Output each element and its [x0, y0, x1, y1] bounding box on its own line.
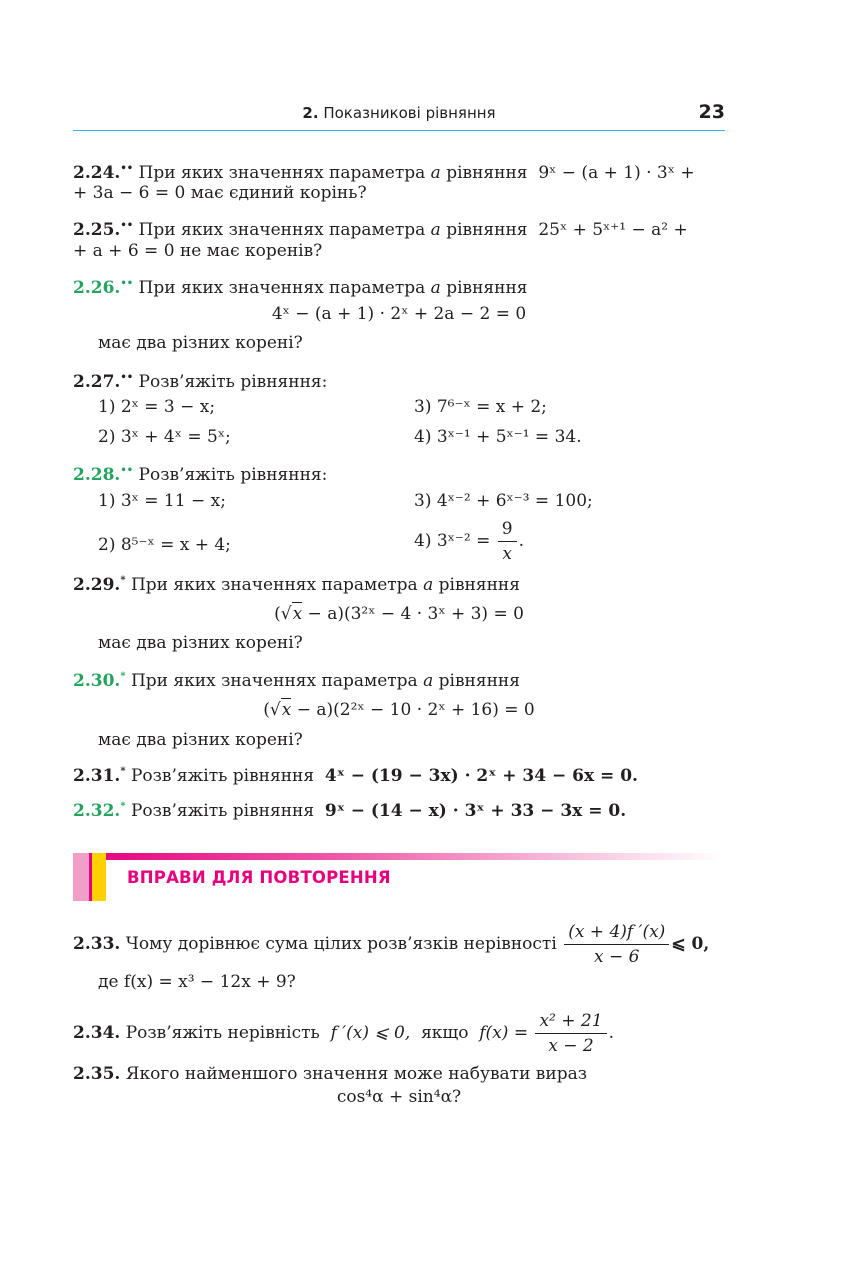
problem-2-29-line-1	[73, 570, 520, 596]
problem-number: 2.24.••	[73, 163, 134, 183]
section-marker-pink	[73, 853, 89, 901]
problem-text: рівняння	[446, 220, 528, 240]
param-a: a	[430, 220, 441, 240]
subproblem-2: 2) 8⁵⁻ˣ = x + 4;	[98, 535, 231, 555]
problem-2-24-line-1	[73, 158, 695, 184]
problem-number: 2.27.••	[73, 372, 134, 392]
problem-text: не має коренів?	[179, 241, 323, 261]
problem-number: 2.31.*	[73, 766, 126, 786]
problem-number: 2.28.••	[73, 465, 134, 485]
problem-text: рівняння	[438, 575, 520, 595]
section-header	[73, 853, 725, 901]
subproblem-4: 4) 3ˣ⁻¹ + 5ˣ⁻¹ = 34.	[414, 427, 582, 447]
problem-number: 2.29.*	[73, 575, 126, 595]
section-bar	[83, 853, 723, 860]
section-title: ВПРАВИ ДЛЯ ПОВТОРЕННЯ	[127, 868, 391, 887]
equation-display: 4ˣ − (a + 1) · 2ˣ + 2a − 2 = 0	[271, 304, 527, 324]
problem-2-33-line-2: де f(x) = x³ − 12x + 9?	[98, 972, 296, 992]
problem-text: рівняння	[446, 278, 528, 298]
problem-text: Розв’яжіть нерівність	[125, 1023, 320, 1043]
page-number: 23	[698, 101, 725, 123]
equation: + a + 6 = 0	[73, 241, 175, 261]
equation-display: (√x − a)(3²ˣ − 4 · 3ˣ + 3) = 0	[274, 604, 524, 624]
page-header	[73, 100, 725, 131]
problem-2-32	[73, 796, 626, 822]
param-a: a	[423, 575, 434, 595]
problem-text: має єдиний корінь?	[190, 183, 367, 203]
equation: 9ˣ − (14 − x) · 3ˣ + 33 − 3x = 0.	[324, 801, 627, 821]
param-a: a	[423, 671, 434, 691]
equation: 9ˣ − (a + 1) · 3ˣ +	[538, 163, 695, 183]
problem-text: При яких значеннях параметра	[130, 671, 418, 691]
problem-text: Якого найменшого значення може набувати вираз	[125, 1064, 587, 1084]
problem-text: При яких значеннях параметра	[138, 278, 426, 298]
problem-text: рівняння	[438, 671, 520, 691]
problem-number: 2.26.••	[73, 278, 134, 298]
problem-2-25-line-1	[73, 215, 688, 241]
equation: 4ˣ − (19 − 3x) · 2ˣ + 34 − 6x = 0.	[324, 766, 638, 786]
problem-text: При яких значеннях параметра	[138, 163, 426, 183]
problem-text: має два різних корені?	[98, 333, 303, 353]
problem-2-35	[73, 1063, 587, 1085]
chapter-heading	[73, 104, 725, 122]
subproblem-1: 1) 3ˣ = 11 − x;	[98, 491, 226, 511]
param-a: a	[430, 163, 441, 183]
problem-number: 2.32.*	[73, 801, 126, 821]
problem-number: 2.33.	[73, 934, 121, 954]
expression-display: cos⁴α + sin⁴α?	[336, 1087, 462, 1107]
section-marker-yellow	[89, 853, 106, 901]
subproblem-1: 1) 2ˣ = 3 − x;	[98, 397, 216, 417]
problem-text: При яких значеннях параметра	[130, 575, 418, 595]
problem-number: 2.30.*	[73, 671, 126, 691]
param-a: a	[430, 278, 441, 298]
problem-2-27-line-1	[73, 367, 327, 393]
chapter-number: 2.	[302, 104, 319, 122]
subproblem-4: 4) 3ˣ⁻² = $\frac{9}{x}$ .	[414, 519, 524, 564]
problem-2-33-line-1: 2.33. Чому дорівнює сума цілих розв’язків нерівності $\frac{(x + 4)f '(x)}{x - 6}$ ⩽ 0,	[73, 922, 710, 967]
equation: 25ˣ + 5ˣ⁺¹ − a² +	[538, 220, 688, 240]
problem-text: має два різних корені?	[98, 730, 303, 750]
problem-text: Розв’яжіть рівняння:	[138, 465, 328, 485]
problem-text: Розв’яжіть рівняння:	[138, 372, 328, 392]
fraction: $\frac{(x + 4)f '(x)}{x - 6}$	[564, 922, 669, 967]
problem-text: Чому дорівнює сума цілих розв’язків нерівності	[125, 934, 557, 954]
problem-number: 2.25.••	[73, 220, 134, 240]
problem-2-31	[73, 761, 638, 787]
subproblem-2: 2) 3ˣ + 4ˣ = 5ˣ;	[98, 427, 231, 447]
chapter-title: Показникові рівняння	[323, 104, 496, 122]
problem-2-30-line-1	[73, 666, 520, 692]
problem-2-25-line-2	[73, 240, 322, 262]
problem-2-28-line-1	[73, 460, 327, 486]
problem-text: має два різних корені?	[98, 633, 303, 653]
equation-display: (√x − a)(2²ˣ − 10 · 2ˣ + 16) = 0	[263, 700, 535, 720]
subproblem-3: 3) 4ˣ⁻² + 6ˣ⁻³ = 100;	[414, 491, 593, 511]
equation: + 3a − 6 = 0	[73, 183, 186, 203]
subproblem-3: 3) 7⁶⁻ˣ = x + 2;	[414, 397, 547, 417]
problem-text: Розв’яжіть рівняння	[130, 766, 315, 786]
fraction: $\frac{\text{x² + 21}}{x - 2}$	[535, 1011, 606, 1056]
problem-2-26-line-1	[73, 273, 528, 299]
problem-2-34: 2.34. Розв’яжіть нерівність f ′(x) ⩽ 0, якщо f(x) = $\frac{\text{x² + 21}}{x - 2}$ .	[73, 1011, 614, 1056]
fraction: $\frac{9}{x}$	[498, 519, 517, 564]
problem-2-24-line-2	[73, 182, 367, 204]
problem-text: рівняння	[446, 163, 528, 183]
problem-number: 2.34.	[73, 1023, 121, 1043]
problem-number: 2.35.	[73, 1064, 121, 1084]
problem-text: При яких значеннях параметра	[138, 220, 426, 240]
problem-text: Розв’яжіть рівняння	[130, 801, 315, 821]
